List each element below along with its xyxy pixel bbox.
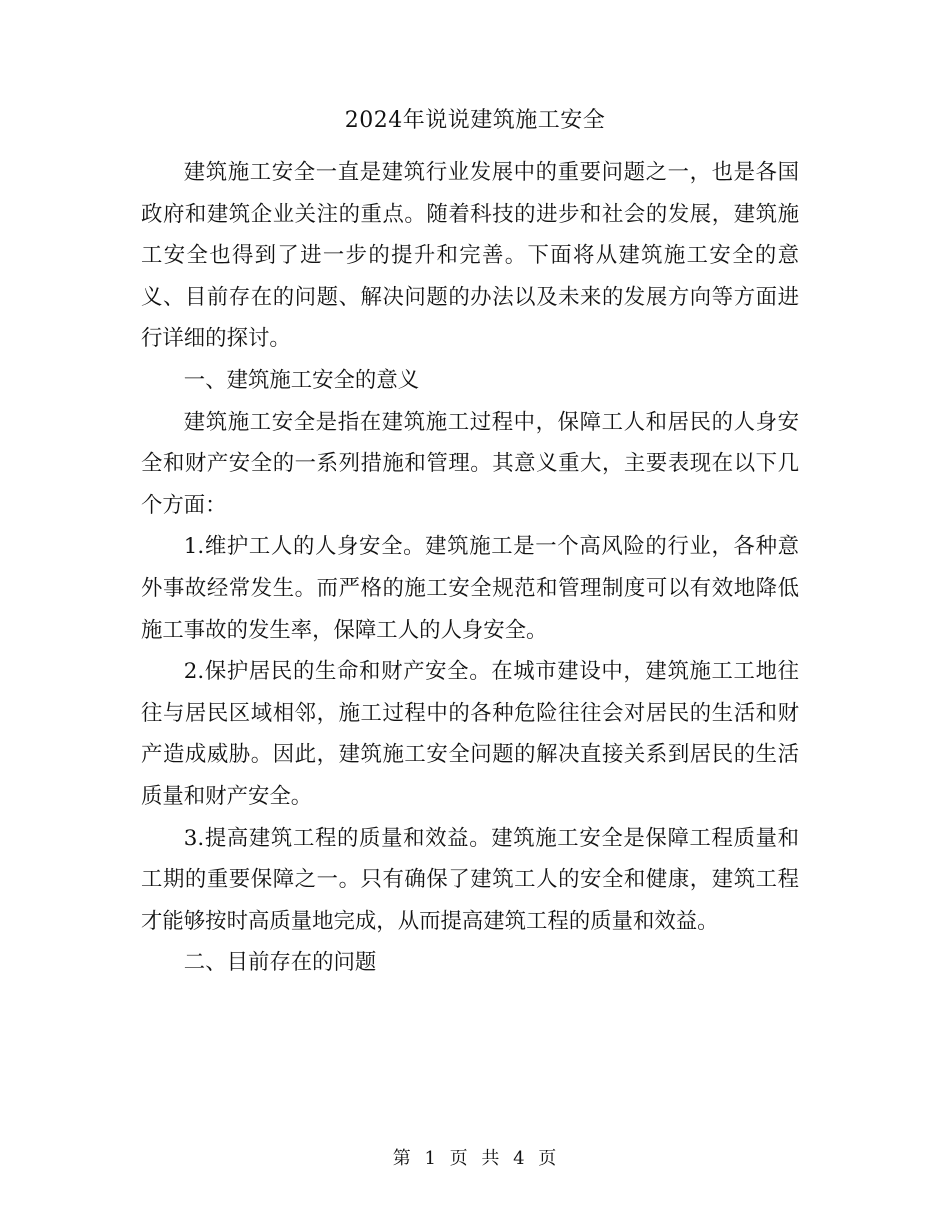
section-heading-2: 二、目前存在的问题 (183, 950, 377, 976)
document-body (141, 152, 799, 984)
point-2-paragraph: 2.保护居民的生命和财产安全。在城市建设中，建筑施工工地往往与居民区域相邻，施工过程中的各种危险往往会对居民的生活和财产造成威胁。因此，建筑施工安全问题的解决直接关系到居民的生活质量和财产安全。 (141, 659, 799, 809)
document-title: 2024年说说建筑施工安全 (344, 108, 606, 133)
section-heading-1: 一、建筑施工安全的意义 (183, 367, 420, 393)
point-1-paragraph: 1.维护工人的人身安全。建筑施工是一个高风险的行业，各种意外事故经常发生。而严格的施工安全规范和管理制度可以有效地降低施工事故的发生率，保障工人的人身安全。 (141, 534, 799, 643)
intro-paragraph: 建筑施工安全一直是建筑行业发展中的重要问题之一，也是各国政府和建筑企业关注的重点。随着科技的进步和社会的发展，建筑施工安全也得到了进一步的提升和完善。下面将从建筑施工安全的意义、目前存在的问题、解决问题的办法以及未来的发展方向等方面进行详细的探讨。 (141, 160, 799, 352)
point-3-paragraph: 3.提高建筑工程的质量和效益。建筑施工安全是保障工程质量和工期的重要保障之一。只有确保了建筑工人的安全和健康，建筑工程才能够按时高质量地完成，从而提高建筑工程的质量和效益。 (141, 825, 799, 934)
significance-paragraph: 建筑施工安全是指在建筑施工过程中，保障工人和居民的人身安全和财产安全的一系列措施和管理。其意义重大，主要表现在以下几个方面： (141, 409, 799, 518)
page-footer: 第 1 页 共 4 页 (392, 1148, 558, 1169)
